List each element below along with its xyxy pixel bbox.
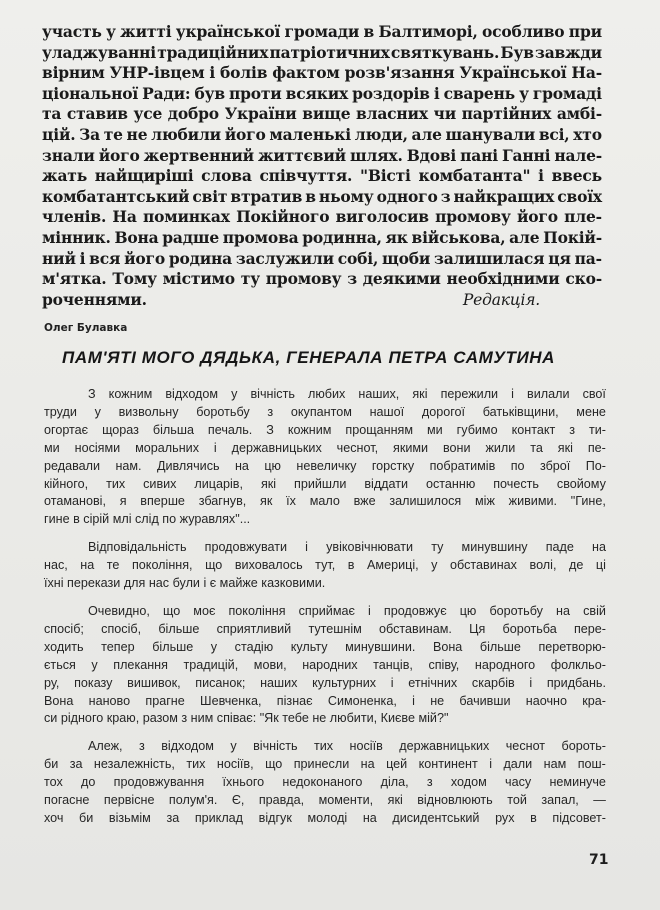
text-line: Очевидно, що моє покоління сприймає і продовжує цю боротьбу на свій <box>88 603 606 618</box>
text-line: огортає щораз більша печаль. З кожним прощанням ми губимо контакт з ти- <box>44 422 606 437</box>
text-line: ми носіями моральних і державницьких чеснот, якими вони жили та які пе- <box>44 440 606 455</box>
text-line: хоч би візьмім за приклад відгук молоді на дисидентський рух в підсовет- <box>44 810 606 825</box>
intro-text-line: комбатантський світ втратив в ньому одного з найкращих своїх <box>42 186 602 206</box>
article-title: ПАМ'ЯТІ МОГО ДЯДЬКА, ГЕНЕРАЛА ПЕТРА САМУТИНА <box>62 348 556 367</box>
paragraph <box>44 603 606 728</box>
text-line: кійного, тих сивих лицарів, які прийшли віддати останню почесть свойому <box>44 476 606 491</box>
text-line: погасне первісне полум'я. Є, правда, моменти, які відновлюють той запал, — <box>44 793 606 808</box>
paragraph-gap <box>44 593 606 603</box>
text-line: гине в сірій млі слід по журавлях"... <box>44 512 251 527</box>
text-line: спосіб; спосіб, більше сприятливий тутешнім обставинам. Ця боротьба пере- <box>44 621 606 636</box>
article-author: Олег Булавка <box>44 322 128 334</box>
text-line: З кожним відходом у вічність любих наших, які пережили і вилали свої <box>88 387 606 401</box>
intro-text-line: знали його жертвенний життєвий шлях. Вдові пані Ганні нале- <box>42 145 602 165</box>
text-line: ру, показу вишивок, писанок; наших культурних і етнічних скарбів і придбань. <box>44 675 606 690</box>
intro-text-line: участь у житті української громади в Балтиморі, особливо при <box>42 22 602 41</box>
paragraph <box>44 738 606 828</box>
intro-last-line: роченнями. <box>42 289 147 309</box>
text-line: їхні перекази для нас були і є майже казковими. <box>44 576 326 591</box>
editorial-signature: Редакція. <box>462 290 540 309</box>
text-line: Вона наново прагне Шевченка, пізнає Симоненка, і не бачивши наочно кра- <box>44 693 606 708</box>
intro-text-line: членів. На поминках Покійного виголосив промову його пле- <box>42 207 602 227</box>
intro-text-line: та ставив усе добро України вище власних чи партійних амбі- <box>42 104 602 124</box>
intro-text-line: вірним УНР-івцем і болів фактом розв'язання Української На- <box>42 63 602 83</box>
text-line: редавали нам. Дивлячись на цю невеличку горстку побратимів по зброї По- <box>44 458 606 473</box>
paragraph <box>44 386 606 529</box>
intro-text-line: мінник. Вона радше промова родинна, як військова, але Покій- <box>42 227 602 247</box>
text-line: ється у плекання традицій, мови, народних танців, співу, народного фолкльо- <box>44 657 606 672</box>
intro-text-line: м'ятка. Тому містимо ту промову з деякими необхідними ско- <box>42 269 602 289</box>
text-line: труди у визвольну боротьбу з окупантом нашої дорогої батьківщини, мене <box>44 404 606 419</box>
paragraph-gap <box>44 529 606 539</box>
intro-text-line: ціональної Ради: був проти всяких роздорів і сварень у громаді <box>42 83 602 103</box>
intro-text-line: уладжуванні традиційних патріотичних святкувань. Був завжди <box>42 42 602 62</box>
text-line: си рідного краю, разом з ним співає: "Як тебе не любити, Києве мій?" <box>44 711 449 726</box>
intro-closing-line <box>42 290 602 311</box>
obituary-intro <box>42 22 602 310</box>
article-body <box>44 386 606 828</box>
intro-text-line: жать найщиріші слова співчуття. "Вісті комбатанта" і ввесь <box>42 166 602 186</box>
text-line: Алеж, з відходом у вічність тих носіїв державницьких чеснот бороть- <box>88 739 606 754</box>
paragraph <box>44 539 606 593</box>
text-line: тох до продовжування їхнього недоконаного діла, з ходом часу неминуче <box>44 775 606 790</box>
text-line: нас, на те покоління, що виховалось тут, в Америці, у обставинах волі, де ці <box>44 558 606 573</box>
text-line: Відповідальність продовжувати і увіковічнювати ту минувшину паде на <box>88 540 606 555</box>
paragraph-gap <box>44 728 606 738</box>
text-line: отаманові, я вперше збагнув, як їх мало вже залишилося між живими. "Гине, <box>44 494 606 509</box>
text-line: ходить тепер більше у стадію культу минувшини. Вона більше перетворю- <box>44 639 606 654</box>
intro-text-line: ний і вся його родина заслужили собі, щоби залишилася ця па- <box>42 248 602 268</box>
text-line: би за незалежність, тих носіїв, що принесли на цей континент і дали нам пош- <box>44 757 606 772</box>
page-number: 71 <box>589 852 609 868</box>
intro-text-line: цій. За те не любили його маленькі люди, але шанували всі, хто <box>42 124 602 144</box>
